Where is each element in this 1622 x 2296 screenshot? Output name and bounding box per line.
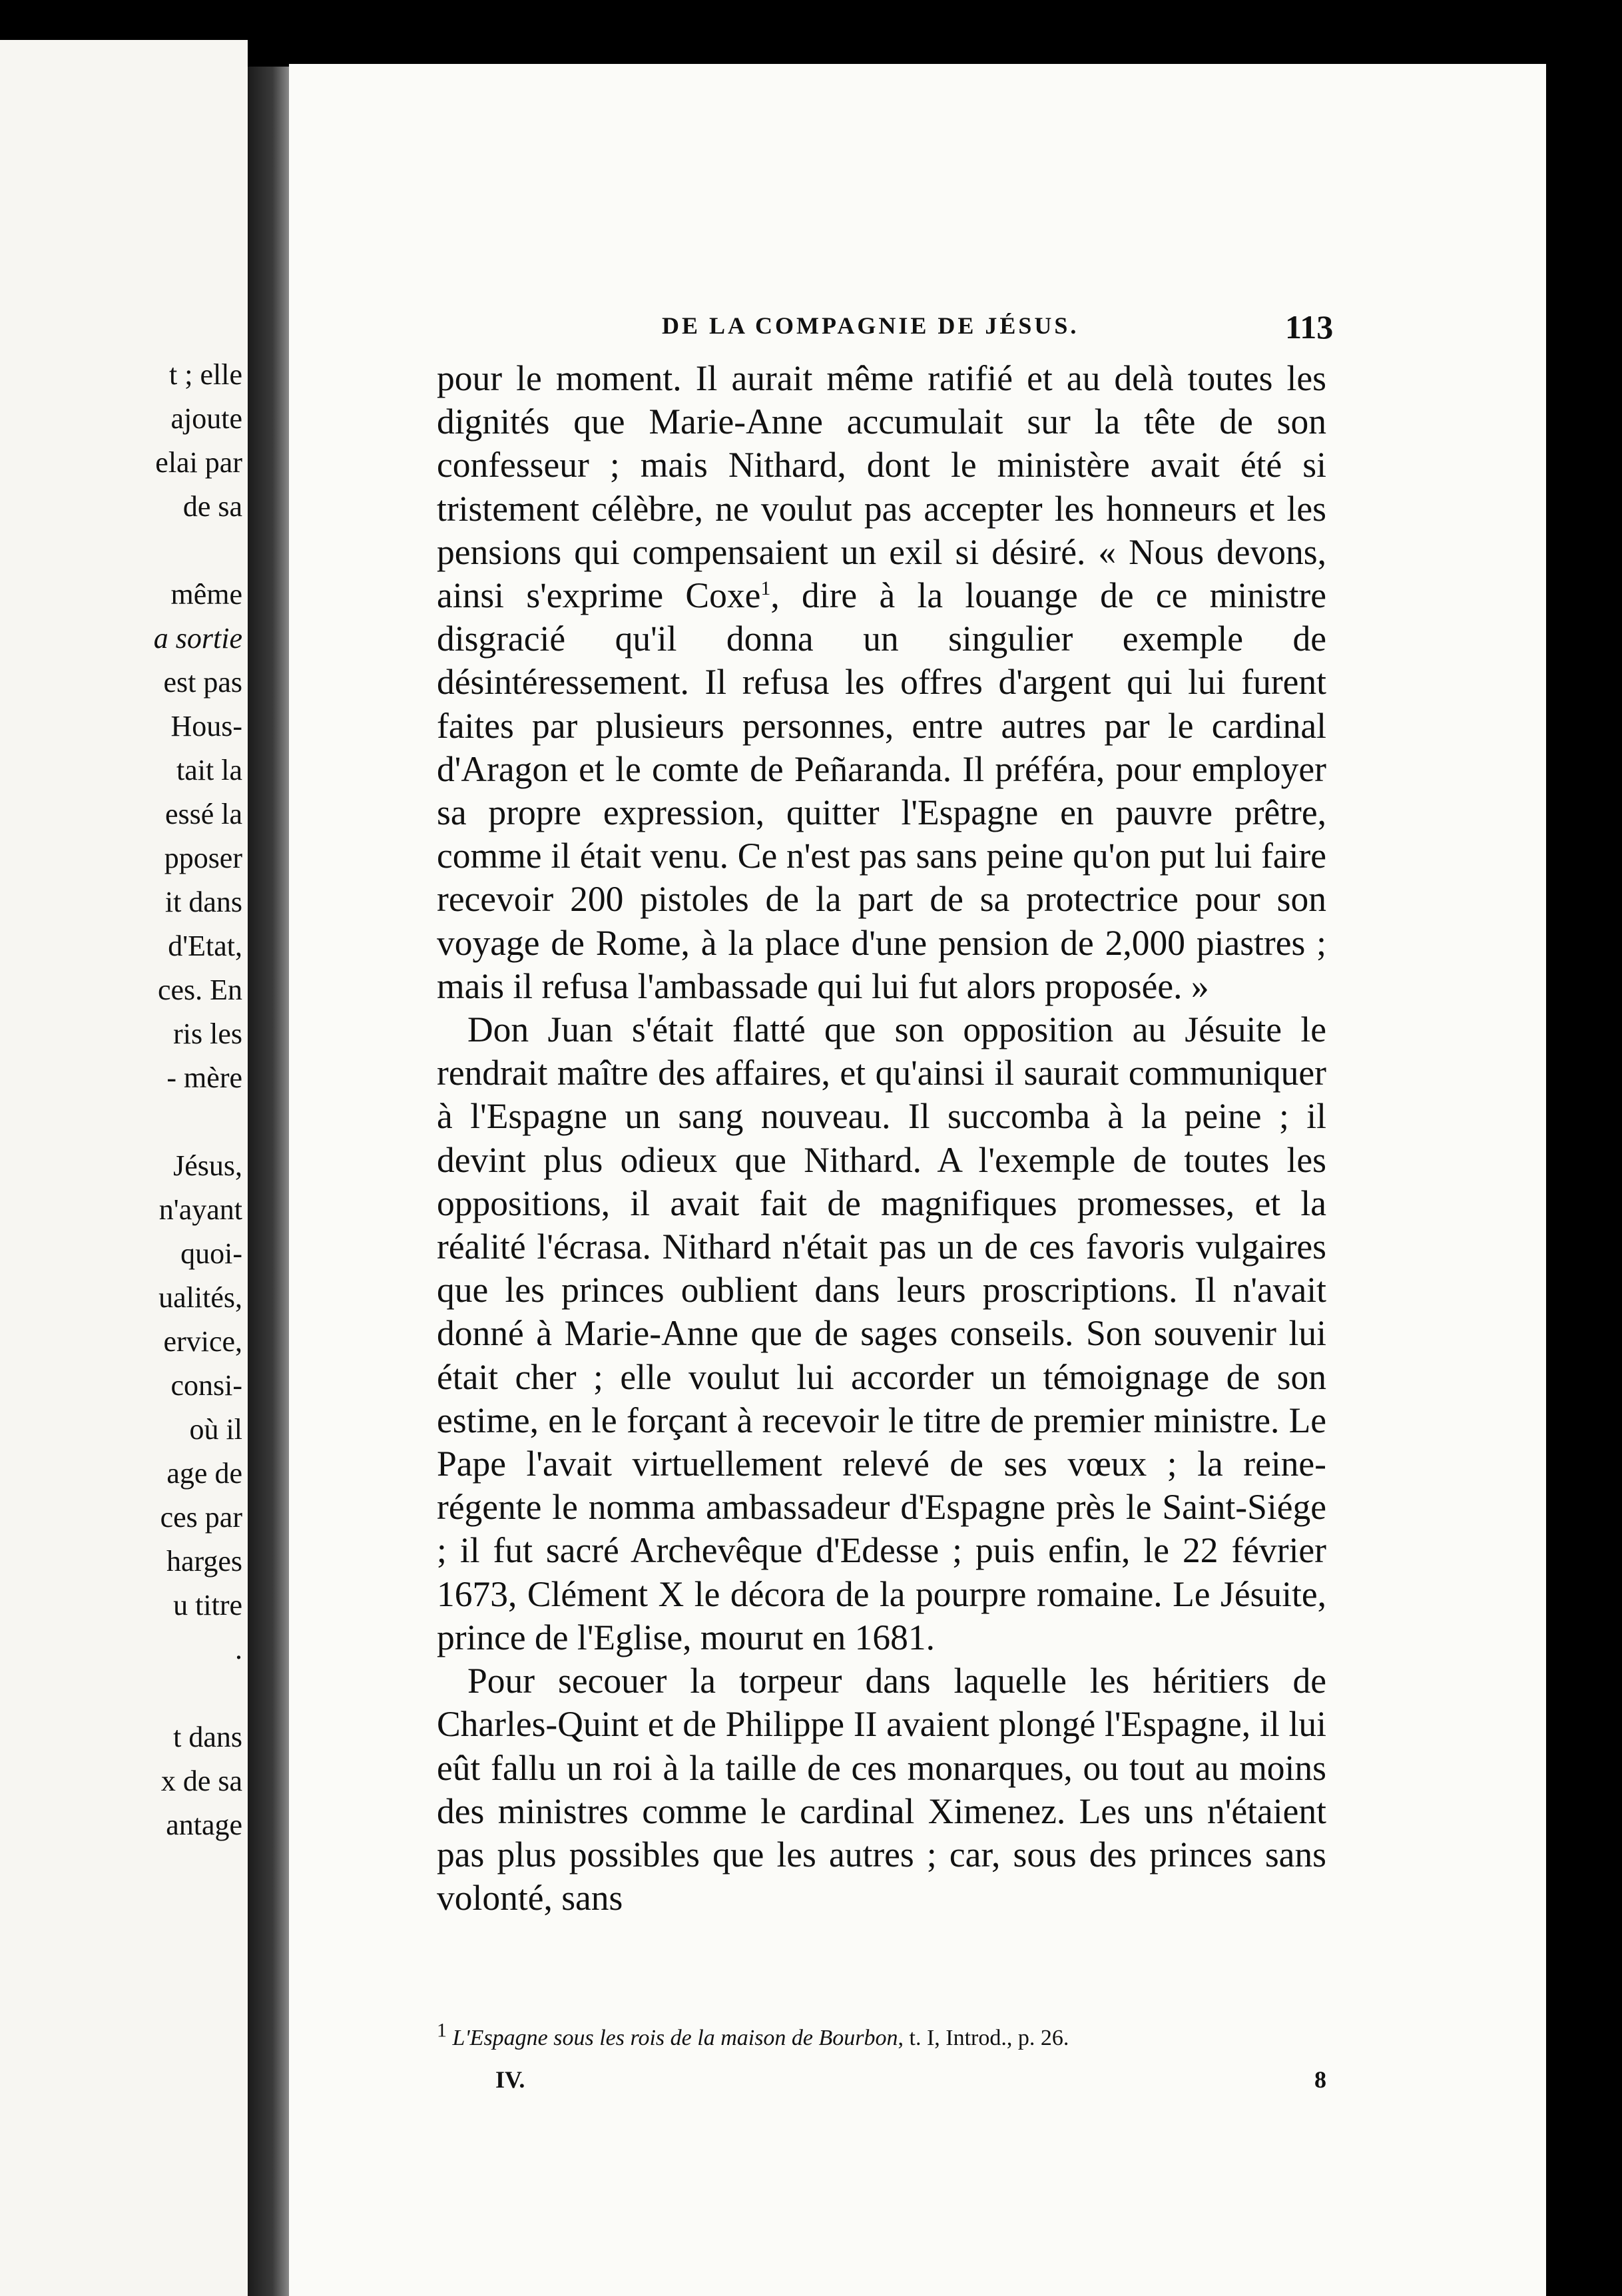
facing-page-line: d'Etat,	[168, 930, 242, 962]
facing-page-line: ajoute	[170, 402, 242, 435]
facing-page-line: elai par	[155, 446, 242, 479]
facing-page-line: pposer	[164, 842, 242, 874]
facing-page-line: Jésus,	[173, 1149, 242, 1182]
facing-page-line: Hous-	[170, 710, 242, 742]
body-text	[437, 357, 1326, 1920]
facing-page-line: - mère	[166, 1061, 242, 1094]
facing-page-text	[76, 353, 242, 1847]
facing-page-line: est pas	[163, 666, 242, 699]
volume-mark: IV.	[495, 2066, 525, 2093]
facing-page-line: consi-	[170, 1369, 242, 1402]
facing-page-line: ris les	[173, 1017, 242, 1050]
facing-page-line	[76, 529, 242, 573]
running-title: DE LA COMPAGNIE DE JÉSUS.	[662, 312, 1079, 339]
facing-page-line: it dans	[164, 886, 242, 918]
facing-page-line: harges	[166, 1545, 242, 1578]
paragraph-2: Don Juan s'était flatté que son opposition au Jésuite le rendrait maître des affaires, et qu'ainsi il saurait communiquer à l'Espagne un sang nouveau. Il succomba à la peine ; il devint plus odieux que Nithard. A l'exemple de toutes les oppositions, il avait fait de magnifiques promesses, et la réalité l'écrasa. Nithard n'était pas un de ces favoris vulgaires que les princes oublient dans leurs proscriptions. Il n'avait donné à Marie-Anne que de sages conseils. Son souvenir lui était cher ; elle voulut lui accorder un témoignage de son estime, en le forçant à recevoir le titre de premier ministre. Le Pape l'avait virtuellement relevé de ses vœux ; la reine-régente le nomma ambassadeur d'Espagne près le Saint-Siége ; il fut sacré Archevêque d'Edesse ; puis enfin, le 22 février 1673, Clément X le décora de la pourpre romaine. Le Jésuite, prince de l'Eglise, mourut en 1681.	[437, 1009, 1326, 1657]
facing-page-line: antage	[166, 1809, 242, 1841]
paragraph-1-text-cont: , dire à la louange de ce ministre disgracié qu'il donna un singulier exemple de désintéressement. Il refusa les offres d'argent qui lui furent faites par plusieurs personnes, entre autres par le cardinal d'Aragon et le comte de Peñaranda. Il préféra, pour employer sa propre expression, quitter l'Espagne en pauvre prêtre, comme il était venu. Ce n'est pas sans peine qu'on put lui faire recevoir 200 pistoles de la part de sa protectrice pour son voyage de Rome, à la place d'une pension de 2,000 piastres ; mais il refusa l'ambassade qui lui fut alors proposée. »	[437, 575, 1326, 1006]
facing-page-line: tait la	[176, 754, 242, 786]
facing-page-line: où il	[189, 1413, 242, 1446]
facing-page-line: age de	[166, 1457, 242, 1490]
footnote	[437, 2019, 1326, 2051]
footnote-title: L'Espagne sous les rois de la maison de Bourbon	[452, 2026, 898, 2050]
facing-page-line: x de sa	[160, 1765, 242, 1797]
facing-page-line	[76, 1100, 242, 1144]
paragraph-3: Pour secouer la torpeur dans laquelle les héritiers de Charles-Quint et de Philippe II avaient plongé l'Espagne, il lui eût fallu un roi à la taille de ces monarques, ou tout au moins des ministres comme le cardinal Ximenez. Les uns n'étaient pas plus possibles que les autres ; car, sous des princes sans volonté, sans	[437, 1661, 1326, 1918]
paragraph-1-text: pour le moment. Il aurait même ratifié et au delà toutes les dignités que Marie-Anne accumulait sur la tête de son confesseur ; mais Nithard, dont le ministère avait été si tristement célèbre, ne voulut pas accepter les honneurs et les pensions qui compensaient un exil si désiré. « Nous devons, ainsi s'exprime Coxe	[437, 358, 1326, 616]
facing-page-line: ervice,	[163, 1325, 242, 1358]
facing-page-line: ces par	[160, 1501, 242, 1534]
facing-page-line: même	[170, 578, 242, 611]
facing-page-line: u titre	[173, 1589, 242, 1621]
footnote-marker: 1	[437, 2019, 447, 2042]
facing-page-line: quoi-	[180, 1237, 242, 1270]
facing-page-line: a sortie	[153, 622, 242, 655]
facing-page-line: n'ayant	[158, 1193, 242, 1226]
facing-page-line: t ; elle	[169, 358, 242, 391]
facing-page-line: .	[235, 1633, 242, 1665]
main-page	[289, 64, 1546, 2296]
facing-page-line	[76, 1671, 242, 1715]
facing-page	[0, 40, 248, 2296]
facing-page-line: ces. En	[157, 974, 242, 1006]
facing-page-line: ualités,	[158, 1281, 242, 1314]
signature-line	[495, 2066, 1326, 2094]
signature-mark: 8	[1314, 2066, 1326, 2093]
facing-page-line: t dans	[173, 1721, 242, 1753]
facing-page-line: essé la	[164, 798, 242, 830]
facing-page-line: de sa	[182, 490, 242, 523]
paragraph-1	[437, 357, 1326, 1008]
page-number: 113	[1285, 308, 1334, 346]
book-gutter	[248, 67, 289, 2296]
footnote-citation: , t. I, Introd., p. 26.	[898, 2026, 1069, 2050]
footnote-reference: 1	[760, 577, 771, 600]
